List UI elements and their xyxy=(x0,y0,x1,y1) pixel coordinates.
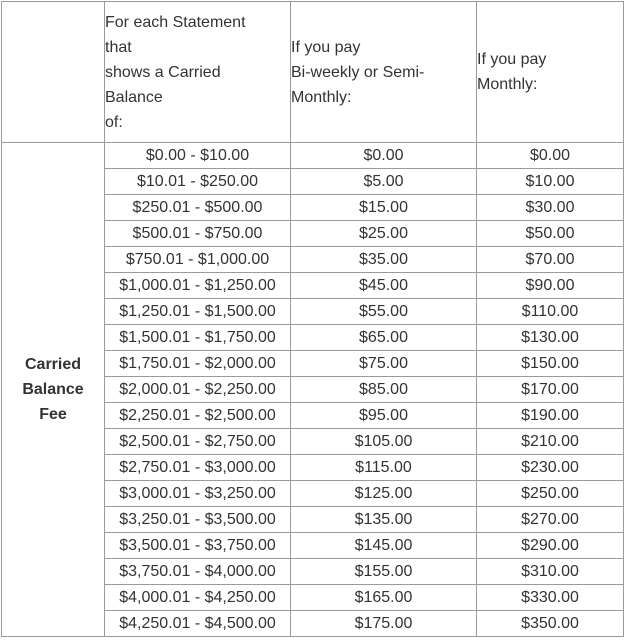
monthly-fee-cell: $250.00 xyxy=(477,481,624,507)
monthly-fee-cell: $70.00 xyxy=(477,247,624,273)
balance-range-cell: $2,750.01 - $3,000.00 xyxy=(105,455,291,481)
balance-range-cell: $2,500.01 - $2,750.00 xyxy=(105,429,291,455)
biweekly-fee-cell: $75.00 xyxy=(291,351,477,377)
biweekly-fee-cell: $5.00 xyxy=(291,169,477,195)
biweekly-fee-cell: $165.00 xyxy=(291,585,477,611)
header-monthly-fee: If you pay Monthly: xyxy=(477,2,624,143)
monthly-fee-cell: $110.00 xyxy=(477,299,624,325)
biweekly-fee-cell: $45.00 xyxy=(291,273,477,299)
row-label-carried-balance-fee: Carried Balance Fee xyxy=(2,143,105,637)
balance-range-cell: $1,500.01 - $1,750.00 xyxy=(105,325,291,351)
table-row xyxy=(2,143,624,169)
balance-range-cell: $10.01 - $250.00 xyxy=(105,169,291,195)
balance-range-cell: $250.01 - $500.00 xyxy=(105,195,291,221)
balance-range-cell: $3,000.01 - $3,250.00 xyxy=(105,481,291,507)
monthly-fee-cell: $350.00 xyxy=(477,611,624,637)
monthly-fee-cell: $330.00 xyxy=(477,585,624,611)
biweekly-fee-cell: $115.00 xyxy=(291,455,477,481)
monthly-fee-cell: $50.00 xyxy=(477,221,624,247)
monthly-fee-cell: $210.00 xyxy=(477,429,624,455)
header-biweekly-fee: If you pay Bi-weekly or Semi- Monthly: xyxy=(291,2,477,143)
monthly-fee-cell: $270.00 xyxy=(477,507,624,533)
balance-range-cell: $4,000.01 - $4,250.00 xyxy=(105,585,291,611)
balance-range-cell: $2,250.01 - $2,500.00 xyxy=(105,403,291,429)
biweekly-fee-cell: $105.00 xyxy=(291,429,477,455)
monthly-fee-cell: $170.00 xyxy=(477,377,624,403)
monthly-fee-cell: $230.00 xyxy=(477,455,624,481)
monthly-fee-cell: $0.00 xyxy=(477,143,624,169)
monthly-fee-cell: $90.00 xyxy=(477,273,624,299)
biweekly-fee-cell: $0.00 xyxy=(291,143,477,169)
biweekly-fee-cell: $15.00 xyxy=(291,195,477,221)
biweekly-fee-cell: $65.00 xyxy=(291,325,477,351)
monthly-fee-cell: $150.00 xyxy=(477,351,624,377)
biweekly-fee-cell: $175.00 xyxy=(291,611,477,637)
biweekly-fee-cell: $85.00 xyxy=(291,377,477,403)
balance-range-cell: $0.00 - $10.00 xyxy=(105,143,291,169)
biweekly-fee-cell: $155.00 xyxy=(291,559,477,585)
biweekly-fee-cell: $135.00 xyxy=(291,507,477,533)
biweekly-fee-cell: $95.00 xyxy=(291,403,477,429)
balance-range-cell: $1,000.01 - $1,250.00 xyxy=(105,273,291,299)
balance-range-cell: $750.01 - $1,000.00 xyxy=(105,247,291,273)
monthly-fee-cell: $10.00 xyxy=(477,169,624,195)
balance-range-cell: $500.01 - $750.00 xyxy=(105,221,291,247)
biweekly-fee-cell: $145.00 xyxy=(291,533,477,559)
balance-range-cell: $3,750.01 - $4,000.00 xyxy=(105,559,291,585)
biweekly-fee-cell: $125.00 xyxy=(291,481,477,507)
monthly-fee-cell: $130.00 xyxy=(477,325,624,351)
header-corner-cell xyxy=(2,2,105,143)
biweekly-fee-cell: $55.00 xyxy=(291,299,477,325)
balance-range-cell: $3,250.01 - $3,500.00 xyxy=(105,507,291,533)
header-row xyxy=(2,2,624,143)
header-balance-range: For each Statement that shows a Carried Balance of: xyxy=(105,2,291,143)
balance-range-cell: $4,250.01 - $4,500.00 xyxy=(105,611,291,637)
biweekly-fee-cell: $35.00 xyxy=(291,247,477,273)
monthly-fee-cell: $30.00 xyxy=(477,195,624,221)
monthly-fee-cell: $290.00 xyxy=(477,533,624,559)
monthly-fee-cell: $190.00 xyxy=(477,403,624,429)
balance-range-cell: $1,750.01 - $2,000.00 xyxy=(105,351,291,377)
carried-balance-fee-table xyxy=(1,1,624,637)
balance-range-cell: $1,250.01 - $1,500.00 xyxy=(105,299,291,325)
balance-range-cell: $3,500.01 - $3,750.00 xyxy=(105,533,291,559)
balance-range-cell: $2,000.01 - $2,250.00 xyxy=(105,377,291,403)
biweekly-fee-cell: $25.00 xyxy=(291,221,477,247)
monthly-fee-cell: $310.00 xyxy=(477,559,624,585)
fee-table-body xyxy=(2,143,624,637)
